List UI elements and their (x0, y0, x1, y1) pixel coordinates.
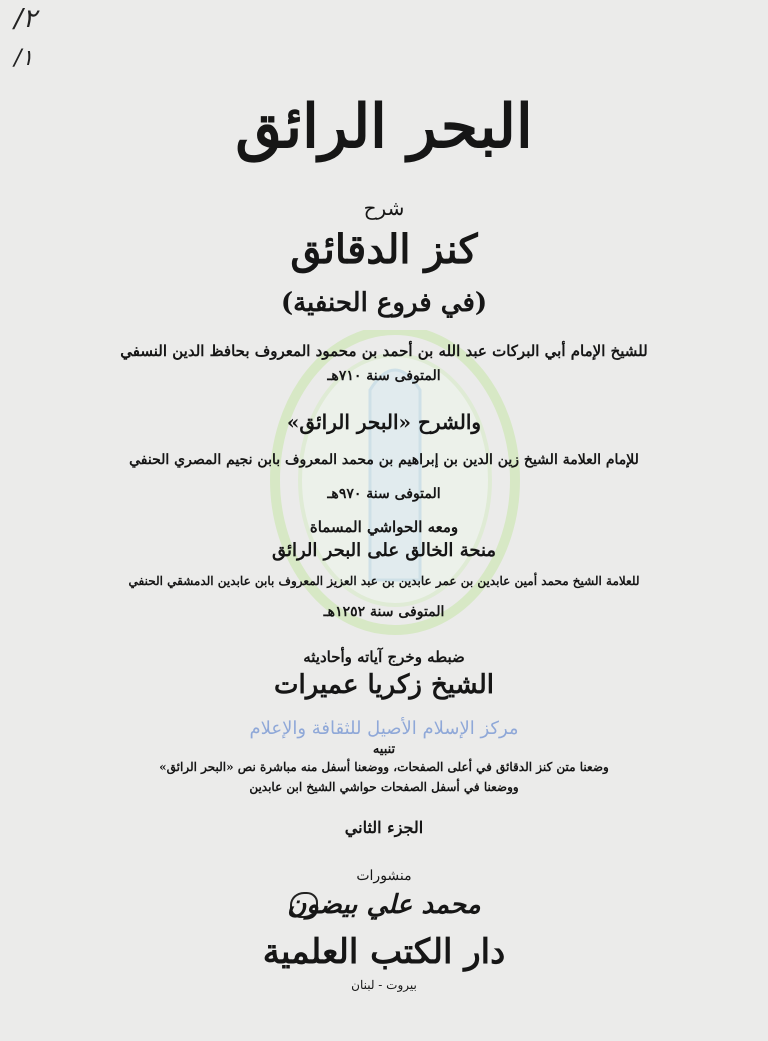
handwritten-number: ٢/ (14, 4, 37, 34)
editor-name: الشيخ زكريا عميرات (274, 670, 494, 700)
matn-author-death: المتوفى سنة ٧١٠هـ (327, 368, 441, 384)
matn-author: للشيخ الإمام أبي البركات عبد الله بن أحمد بن محمود المعروف بحافظ الدين النسفي (120, 342, 648, 360)
notice-line-2: ووضعنا في أسفل الصفحات حواشي الشيخ ابن عابدين (249, 780, 519, 794)
publisher-city: بيروت - لبنان (351, 978, 417, 992)
editor-note: ضبطه وخرج آياته وأحاديثه (303, 648, 465, 666)
ibn-abidin-author: للعلامة الشيخ محمد أمين عابدين بن عمر عابدين بن عبد العزيز المعروف بابن عابدين الدمشقي الحنفي (128, 574, 640, 588)
volume-label: الجزء الثاني (344, 818, 424, 837)
sharh-author-death: المتوفى سنة ٩٧٠هـ (327, 486, 441, 502)
sharh-label: شرح (363, 196, 405, 220)
publisher-signature: محمد علي بيضون (287, 890, 481, 920)
notice-line-1: وضعنا متن كنز الدقائق في أعلى الصفحات، ووضعنا أسفل منه مباشرة نص «البحر الرائق» (159, 760, 609, 774)
ibn-abidin-death: المتوفى سنة ١٢٥٢هـ (323, 604, 445, 620)
watermark-text: مركز الإسلام الأصيل للثقافة والإعلام (249, 718, 519, 739)
minhat-title: منحة الخالق على البحر الرائق (271, 540, 497, 561)
notice-heading: تنبيه (372, 742, 396, 757)
hawashi-heading: ومعه الحواشي المسماة (309, 518, 459, 536)
sharh-heading: والشرح «البحر الرائق» (286, 410, 482, 434)
book-title: البحر الرائق (235, 92, 533, 162)
publisher-name: دار الكتب العلمية (262, 932, 506, 972)
subject-subtitle: (في فروع الحنفية) (280, 288, 488, 318)
matn-title: كنز الدقائق (290, 226, 478, 273)
sharh-author: للإمام العلامة الشيخ زين الدين بن إبراهيم بن محمد المعروف بابن نجيم المصري الحنفي (129, 452, 639, 468)
handwritten-mark: ١/ (14, 46, 34, 71)
publications-label: منشورات (356, 868, 412, 884)
